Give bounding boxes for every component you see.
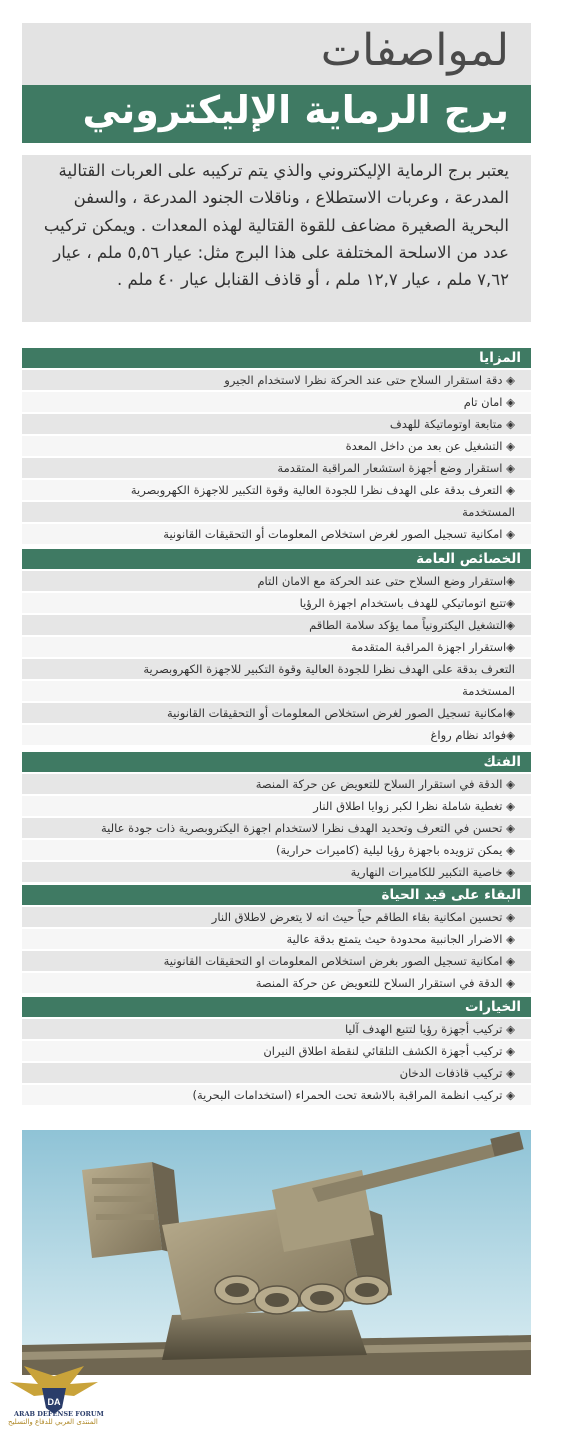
spec-row: ◈ تركيب أجهزة رؤيا لتتبع الهدف آليا <box>22 1019 531 1040</box>
section-0 <box>22 348 531 544</box>
spec-row: ◈ تركيب انظمة المراقبة بالاشعة تحت الحمراء (استخدامات البحرية) <box>22 1085 531 1106</box>
spec-row: ◈ خاصية التكبير للكاميرات النهارية <box>22 862 531 883</box>
spec-row: ◈فوائد نظام رواغ <box>22 725 531 746</box>
intro-box <box>22 155 531 322</box>
spec-row: ◈ يمكن تزويده باجهزة رؤيا ليلية (كاميرات حرارية) <box>22 840 531 861</box>
logo-name-en: ARAB DEFENSE FORUM <box>14 1410 104 1418</box>
spec-row: التعرف بدقة على الهدف نظرا للجودة العالية وقوة التكبير للاجهزة الكهروبصرية <box>22 659 531 680</box>
spec-row: ◈التشغيل اليكترونياً مما يؤكد سلامة الطاقم <box>22 615 531 636</box>
spec-row: ◈ تركيب أجهزة الكشف التلقائي لنقطة اطلاق النيران <box>22 1041 531 1062</box>
title-main-band <box>22 85 531 143</box>
turret-illustration <box>22 1130 531 1375</box>
spec-row: ◈ استقرار وضع أجهزة استشعار المراقبة المتقدمة <box>22 458 531 479</box>
intro-text: يعتبر برج الرماية الإليكتروني والذي يتم تركيبه على العربات القتالية المدرعة ، وعربات الاستطلاع ، وناقلات الجنود المدرعة ، والسفن البحرية الصغيرة مضاعف للقوة القتالية لهذه المعدات . ويمكن تركيب عدد من الاسلحة المختلفة على هذا البرج مثل: عيار ٥,٥٦ ملم ، عيار ٧,٦٢ ملم ، عيار ١٢,٧ ملم ، أو قاذف القنابل عيار ٤٠ ملم . <box>43 161 509 290</box>
title-top-band <box>22 23 531 85</box>
title-line2: برج الرماية الإليكتروني <box>82 88 509 132</box>
section-2 <box>22 752 531 882</box>
spec-row: ◈ امكانية تسجيل الصور لغرض استخلاص المعلومات أو التحقيقات القانونية <box>22 524 531 545</box>
spec-row: ◈ تركيب قاذفات الدخان <box>22 1063 531 1084</box>
spec-row: المستخدمة <box>22 681 531 702</box>
title-line1: لمواصفات <box>320 25 509 76</box>
section-title: الخيارات <box>22 997 531 1017</box>
section-4 <box>22 997 531 1105</box>
spec-row: ◈ الدقة في استقرار السلاح للتعويض عن حركة المنصة <box>22 973 531 994</box>
spec-row: ◈ امكانية تسجيل الصور بغرض استخلاص المعلومات او التحقيقات القانونية <box>22 951 531 972</box>
spec-row: ◈استقرار وضع السلاح حتى عند الحركة مع الامان التام <box>22 571 531 592</box>
turret-photo <box>22 1130 531 1375</box>
spec-row: ◈تتبع اتوماتيكي للهدف باستخدام اجهزة الرؤيا <box>22 593 531 614</box>
spec-row: المستخدمة <box>22 502 531 523</box>
spec-row: ◈ التشغيل عن بعد من داخل المعدة <box>22 436 531 457</box>
section-title: المزايا <box>22 348 531 368</box>
section-title: البقاء على قيد الحياة <box>22 885 531 905</box>
spec-row: ◈ متابعة اوتوماتيكة للهدف <box>22 414 531 435</box>
spec-row: ◈ تحسين امكانية بقاء الطاقم حياً حيث انه لا يتعرض لاطلاق النار <box>22 907 531 928</box>
spec-row: ◈ امان تام <box>22 392 531 413</box>
spec-row: ◈ تغطية شاملة نظرا لكبر زوايا اطلاق النار <box>22 796 531 817</box>
spec-row: ◈امكانية تسجيل الصور لغرض استخلاص المعلومات أو التحقيقات القانونية <box>22 703 531 724</box>
spec-row: ◈استقرار اجهزة المراقبة المتقدمة <box>22 637 531 658</box>
spec-row: ◈ دقة استقرار السلاح حتى عند الحركة نظرا لاستخدام الجيرو <box>22 370 531 391</box>
spec-row: ◈ تحسن في التعرف وتحديد الهدف نظرا لاستخدام اجهزة اليكتروبصرية ذات جودة عالية <box>22 818 531 839</box>
section-3 <box>22 885 531 993</box>
spec-row: ◈ التعرف بدقة على الهدف نظرا للجودة العالية وقوة التكبير للاجهزة الكهروبصرية <box>22 480 531 501</box>
section-title: الخصائص العامة <box>22 549 531 569</box>
spec-row: ◈ الدقة في استقرار السلاح للتعويض عن حركة المنصة <box>22 774 531 795</box>
section-1 <box>22 549 531 745</box>
logo-badge: DA <box>47 1397 61 1407</box>
logo-name-ar: المنتدى العربي للدفاع والتسليح <box>8 1418 98 1426</box>
section-title: الفتك <box>22 752 531 772</box>
spec-row: ◈ الاضرار الجانبية محدودة حيث يتمتع بدقة عالية <box>22 929 531 950</box>
